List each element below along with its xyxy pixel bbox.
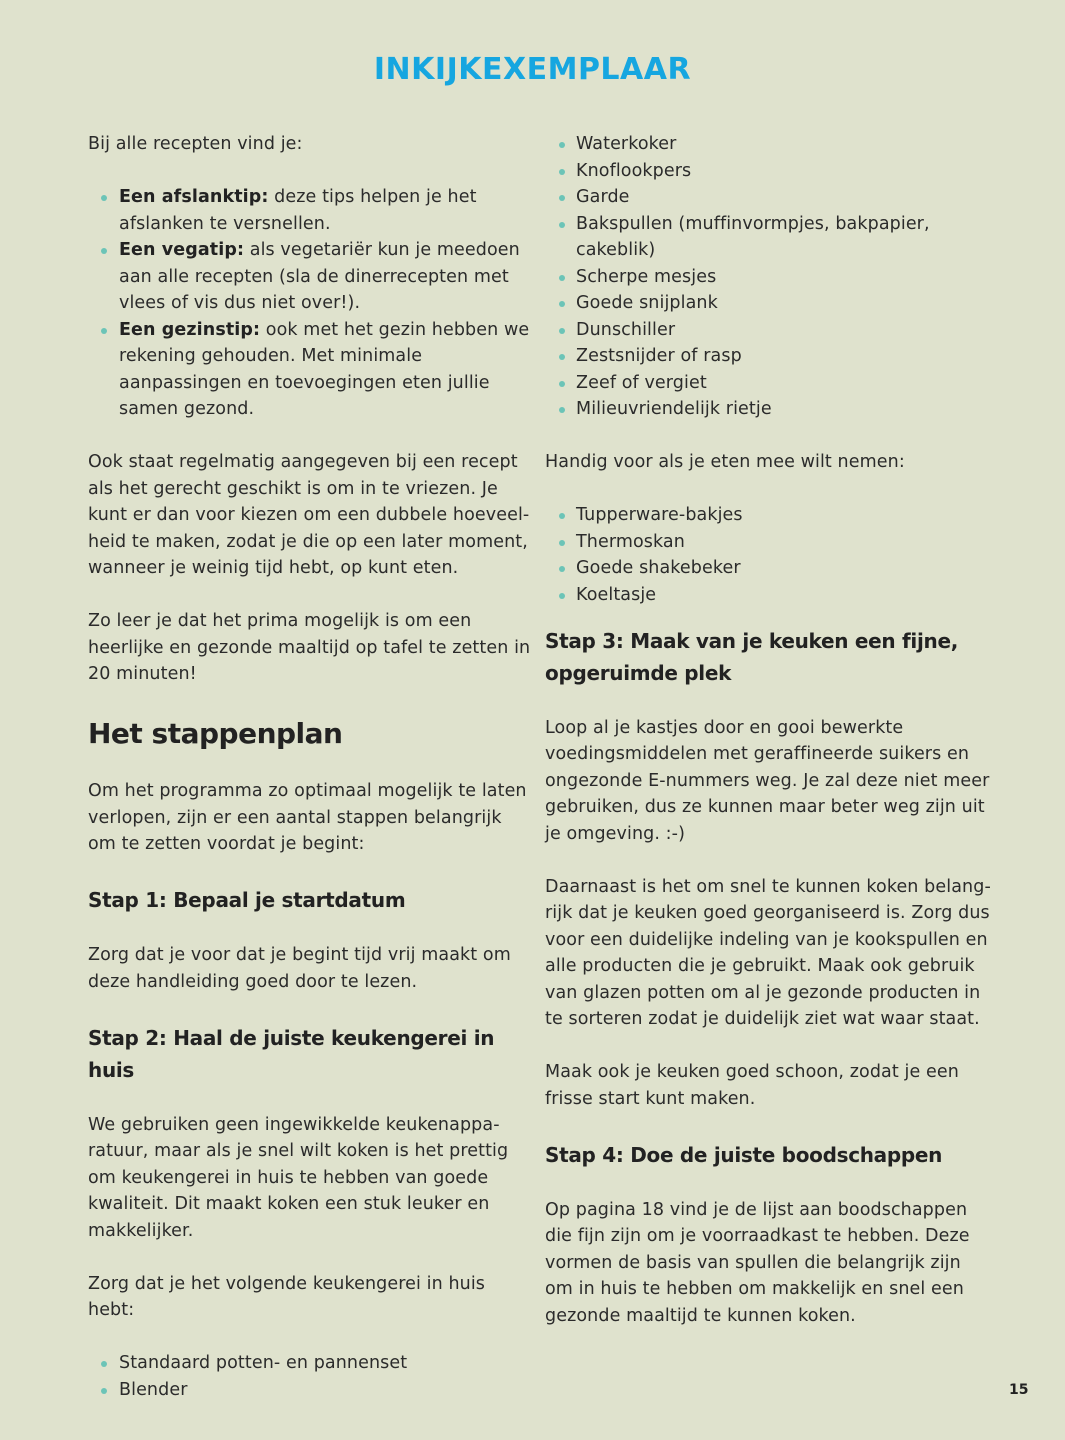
step2-text: We gebruiken geen ingewikkelde keukenapparatuur, maar als je snel wilt koken is het prettig om keukengerei in huis te hebben van goede kwaliteit. Dit maakt koken een stuk leuker en makkelijker. xyxy=(88,1114,509,1241)
step2-heading: Stap 2: Haal de juiste keukengerei in huis xyxy=(88,1025,495,1082)
step3-text-1: Loop al je kastjes door en gooi bewerkte voedingsmiddelen met geraffineerde suikers en ongezonde E-nummers weg. Je zal deze niet meer gebruiken, dus ze kunnen maar beter weg zijn uit je omgeving. :-) xyxy=(545,717,990,844)
step4-heading: Stap 4: Doe de juiste boodschappen xyxy=(545,1142,943,1167)
section-heading: Het stappenplan xyxy=(88,717,343,750)
tip-label: Een vegatip: xyxy=(119,240,245,260)
tools-list-right xyxy=(545,131,993,423)
list-item: Tupperware-bakjes xyxy=(545,502,993,529)
list-item: Waterkoker xyxy=(545,131,993,158)
step2-list-intro: Zorg dat je het volgende keukengerei in huis hebt: xyxy=(88,1273,486,1320)
list-item xyxy=(88,317,533,423)
list-item: Koeltasje xyxy=(545,582,993,609)
step1-text: Zorg dat je voor dat je begint tijd vrij maakt om deze handleiding goed door te lezen. xyxy=(88,945,511,992)
list-item: Goede shakebeker xyxy=(545,555,993,582)
paragraph-plan: Om het programma zo optimaal mogelijk te laten verlopen, zijn er een aantal stappen belangrijk om te zetten voordat je begint: xyxy=(88,781,527,854)
paragraph-freeze: Ook staat regelmatig aangegeven bij een recept als het gerecht geschikt is om in te vriezen. Je kunt er dan voor kiezen om een dubbele hoeveelheid te maken, zodat je die op een later moment, wanneer je weinig tijd hebt, op kunt eten. xyxy=(88,452,530,578)
step3-heading: Stap 3: Maak van je keuken een fijne, opgeruimde plek xyxy=(545,628,959,685)
paragraph-learn: Zo leer je dat het prima mogelijk is om een heerlijke en gezonde maaltijd op tafel te zetten in 20 minuten! xyxy=(88,611,531,684)
list-item: Zestsnijder of rasp xyxy=(545,343,993,370)
list-item: Zeef of vergiet xyxy=(545,370,993,397)
tip-text: deze tips helpen je het afslanken te versnellen. xyxy=(119,187,477,234)
list-item: Dunschiller xyxy=(545,317,993,344)
intro-text: Bij alle recepten vind je: xyxy=(88,134,303,154)
list-item: Bakspullen (muffinvormpjes, bakpapier, cakeblik) xyxy=(545,211,993,264)
takeaway-list xyxy=(545,502,993,608)
list-item: Scherpe mesjes xyxy=(545,264,993,291)
list-item xyxy=(88,237,533,317)
tip-text: als vegetariër kun je meedoen aan alle recepten (sla de dinerrecepten met vlees of vis dus niet over!). xyxy=(119,240,520,313)
takeaway-intro: Handig voor als je eten mee wilt nemen: xyxy=(545,452,905,472)
tips-list xyxy=(88,184,533,423)
step3-text-2: Daarnaast is het om snel te kunnen koken belangrijk dat je keuken goed georganiseerd is. Zorg dus voor een duidelijke indeling van je kookspullen en alle producten die je gebruikt. Maak ook gebruik van glazen potten om al je gezonde producten in te sorteren zodat je duidelijk ziet wat waar staat. xyxy=(545,876,991,1029)
list-item: Standaard potten- en pannenset xyxy=(88,1350,533,1377)
step4-text: Op pagina 18 vind je de lijst aan boodschappen die fijn zijn om je voorraadkast te hebben. Deze vormen de basis van spullen die belangrijk zijn om in huis te hebben om makkelijk en snel een gezonde maaltijd te kunnen koken. xyxy=(545,1199,970,1326)
tip-label: Een afslanktip: xyxy=(119,187,269,207)
list-item: Knoflookpers xyxy=(545,158,993,185)
list-item: Goede snijplank xyxy=(545,290,993,317)
left-column xyxy=(88,131,533,1430)
watermark: INKIJKEXEMPLAAR xyxy=(373,52,692,87)
tip-text: ook met het gezin hebben we rekening gehouden. Met minimale aanpassingen en toevoegingen eten jullie samen gezond. xyxy=(119,319,530,419)
page-number: 15 xyxy=(1009,1382,1029,1398)
list-item xyxy=(88,184,533,237)
list-item: Blender xyxy=(88,1377,533,1404)
list-item: Thermoskan xyxy=(545,529,993,556)
list-item: Milieuvriendelijk rietje xyxy=(545,396,993,423)
step3-text-3: Maak ook je keuken goed schoon, zodat je een frisse start kunt maken. xyxy=(545,1062,959,1109)
list-item: Garde xyxy=(545,184,993,211)
step1-heading: Stap 1: Bepaal je startdatum xyxy=(88,888,406,912)
tip-label: Een gezinstip: xyxy=(119,319,261,340)
tools-list-left xyxy=(88,1350,533,1403)
right-column xyxy=(545,131,993,1356)
